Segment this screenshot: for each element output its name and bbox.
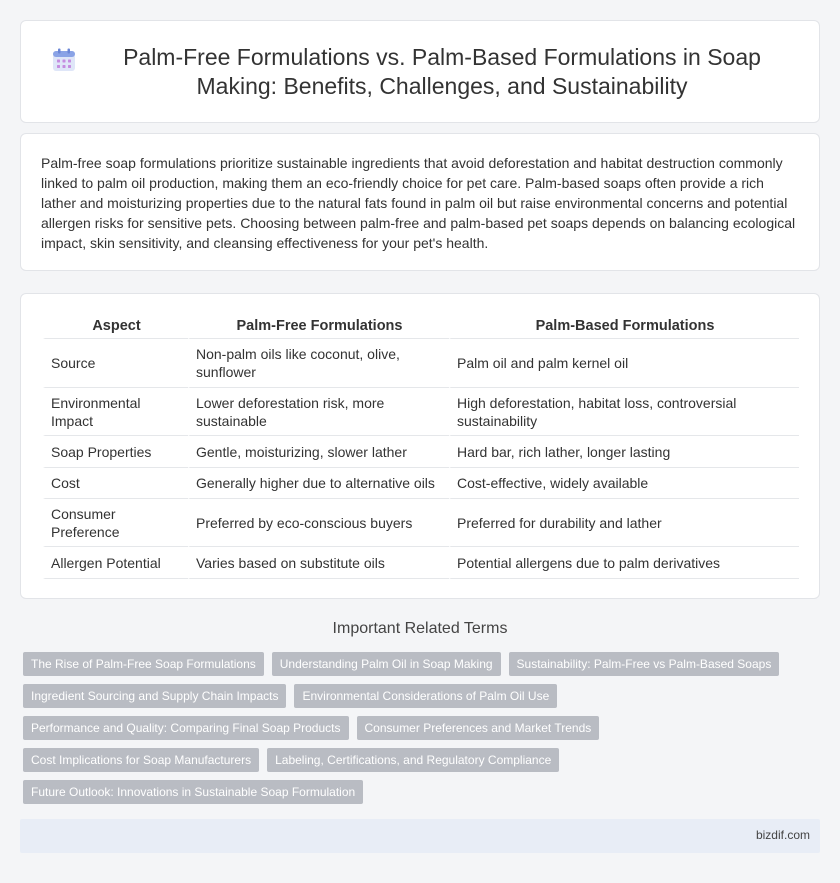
header-aspect: Aspect bbox=[43, 313, 188, 339]
table-row bbox=[43, 436, 799, 468]
row-aspect: Soap Properties bbox=[43, 436, 188, 468]
table-row bbox=[43, 339, 799, 388]
header-palm-based: Palm-Based Formulations bbox=[449, 313, 799, 339]
row-palm-based: Preferred for durability and lather bbox=[449, 499, 799, 547]
header-palm-free: Palm-Free Formulations bbox=[188, 313, 449, 339]
related-term-tag[interactable]: The Rise of Palm-Free Soap Formulations bbox=[23, 652, 264, 676]
footer-site-link[interactable]: bizdif.com bbox=[755, 828, 810, 842]
footer-bar bbox=[20, 819, 820, 853]
intro-card bbox=[20, 133, 820, 271]
related-term-tag[interactable]: Performance and Quality: Comparing Final Soap Products bbox=[23, 716, 349, 740]
row-palm-free: Lower deforestation risk, more sustainable bbox=[188, 388, 449, 436]
row-palm-based: Cost-effective, widely available bbox=[449, 468, 799, 499]
intro-paragraph: Palm-free soap formulations prioritize sustainable ingredients that avoid deforestation and habitat destruction commonly linked to palm oil production, making them an eco-friendly choice for pet care. Palm-based soaps often provide a rich lather and moisturizing properties due to the natural fats found in palm oil but raise environmental concerns and potential allergen risks for sensitive pets. Choosing between palm-free and palm-based pet soaps depends on balancing ecological impact, skin sensitivity, and cleansing effectiveness for your pet's health. bbox=[41, 155, 796, 251]
related-term-tag[interactable]: Future Outlook: Innovations in Sustainable Soap Formulation bbox=[23, 780, 363, 804]
row-palm-based: Potential allergens due to palm derivatives bbox=[449, 547, 799, 579]
related-term-tag[interactable]: Consumer Preferences and Market Trends bbox=[357, 716, 600, 740]
row-palm-free: Non-palm oils like coconut, olive, sunflower bbox=[188, 339, 449, 388]
row-aspect: Consumer Preference bbox=[43, 499, 188, 547]
row-palm-free: Preferred by eco-conscious buyers bbox=[188, 499, 449, 547]
row-palm-free: Generally higher due to alternative oils bbox=[188, 468, 449, 499]
row-aspect: Source bbox=[43, 339, 188, 388]
row-palm-based: High deforestation, habitat loss, controversial sustainability bbox=[449, 388, 799, 436]
row-palm-free: Varies based on substitute oils bbox=[188, 547, 449, 579]
table-row bbox=[43, 468, 799, 499]
table-row bbox=[43, 499, 799, 547]
related-term-tag[interactable]: Sustainability: Palm-Free vs Palm-Based Soaps bbox=[509, 652, 780, 676]
related-terms-title: Important Related Terms bbox=[332, 620, 508, 637]
related-term-tag[interactable]: Labeling, Certifications, and Regulatory Compliance bbox=[267, 748, 559, 772]
related-term-tag[interactable]: Environmental Considerations of Palm Oil Use bbox=[294, 684, 557, 708]
comparison-table bbox=[43, 313, 799, 579]
related-terms-list bbox=[23, 652, 823, 812]
related-term-tag[interactable]: Understanding Palm Oil in Soap Making bbox=[272, 652, 501, 676]
calendar-icon bbox=[51, 47, 77, 73]
table-row bbox=[43, 547, 799, 579]
table-header-row bbox=[43, 313, 799, 339]
row-aspect: Allergen Potential bbox=[43, 547, 188, 579]
row-aspect: Cost bbox=[43, 468, 188, 499]
row-palm-free: Gentle, moisturizing, slower lather bbox=[188, 436, 449, 468]
comparison-card bbox=[20, 293, 820, 599]
related-term-tag[interactable]: Cost Implications for Soap Manufacturers bbox=[23, 748, 259, 772]
row-palm-based: Palm oil and palm kernel oil bbox=[449, 339, 799, 388]
page-title: Palm-Free Formulations vs. Palm-Based Formulations in Soap Making: Benefits, Challenges, and Sustainability bbox=[123, 43, 761, 99]
table-row bbox=[43, 388, 799, 436]
related-term-tag[interactable]: Ingredient Sourcing and Supply Chain Impacts bbox=[23, 684, 286, 708]
title-card bbox=[20, 20, 820, 123]
row-aspect: Environmental Impact bbox=[43, 388, 188, 436]
row-palm-based: Hard bar, rich lather, longer lasting bbox=[449, 436, 799, 468]
